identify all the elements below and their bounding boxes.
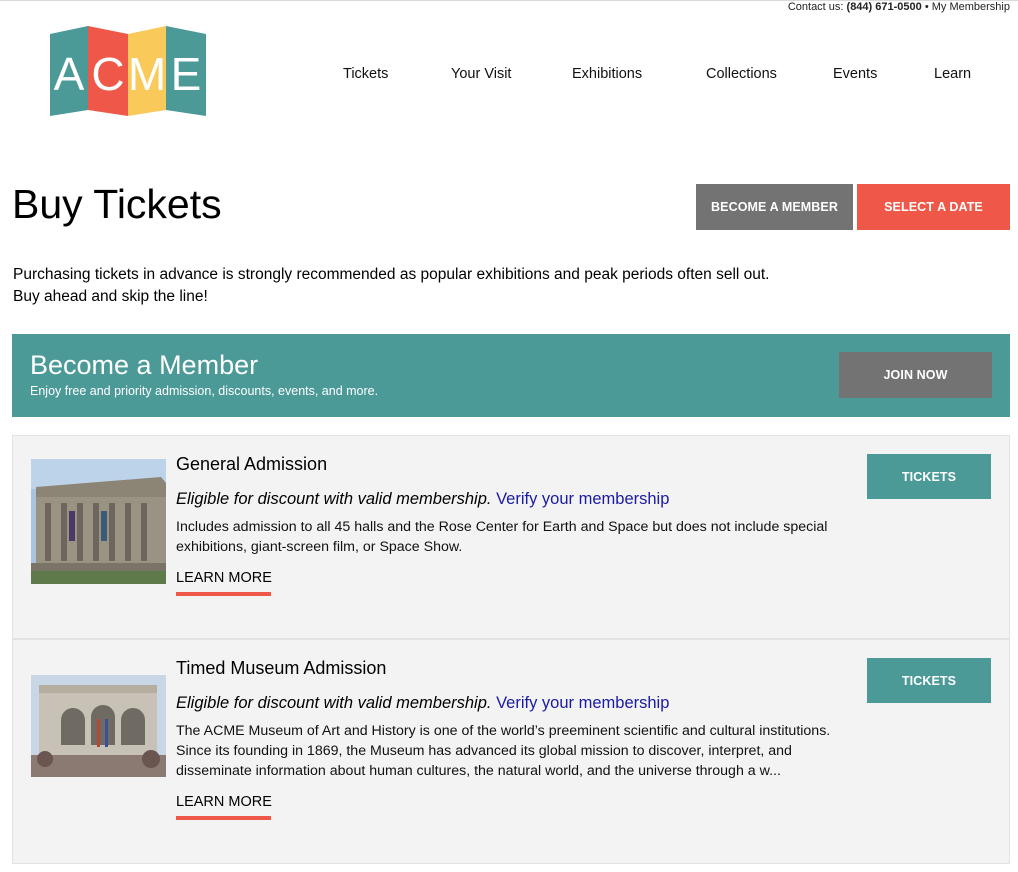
become-member-button[interactable]: BECOME A MEMBER — [696, 184, 853, 230]
intro-text: Purchasing tickets in advance is strongly recommended as popular exhibitions and peak periods often sell out. Buy ahead and skip the line! — [13, 266, 770, 305]
nav-events[interactable]: Events — [833, 66, 878, 82]
banner-subtitle: Enjoy free and priority admission, discounts, events, and more. — [30, 384, 379, 398]
verify-membership-link[interactable]: Verify your membership — [496, 694, 670, 712]
tickets-button[interactable]: TICKETS — [867, 658, 991, 703]
eligibility-text: Eligible for discount with valid membership. — [176, 490, 492, 508]
museum-building-image — [31, 459, 166, 584]
banner-title: Become a Member — [30, 350, 259, 380]
learn-more-link[interactable]: LEARN MORE — [176, 794, 272, 810]
nav-learn[interactable]: Learn — [934, 66, 972, 82]
contact-label: Contact us: — [787, 1, 844, 13]
page-title: Buy Tickets — [12, 181, 222, 227]
museum-facade-image — [31, 675, 166, 777]
learn-more-underline — [176, 592, 271, 596]
verify-membership-link[interactable]: Verify your membership — [496, 490, 670, 508]
ticket-title: General Admission — [176, 454, 328, 474]
membership-banner — [12, 334, 1010, 417]
contact-bar — [788, 1, 1010, 13]
eligibility-text: Eligible for discount with valid membership. — [176, 694, 492, 712]
join-now-button[interactable]: JOIN NOW — [839, 352, 992, 398]
nav-tickets[interactable]: Tickets — [343, 66, 389, 82]
ticket-description: The ACME Museum of Art and History is one of the world’s preeminent scientific and cultural institutions. Since its founding in 1869, the Museum has advanced its global mission to discover, interpret, and disseminate information about human cultures, the natural world, and the universe through a w... — [176, 723, 831, 779]
acme-logo[interactable] — [50, 26, 206, 116]
learn-more-link[interactable]: LEARN MORE — [176, 570, 272, 586]
ticket-card-general-admission — [12, 435, 1010, 639]
logo-letter-a: A — [53, 48, 85, 100]
learn-more-underline — [176, 816, 271, 820]
contact-phone[interactable]: (844) 671-0500 — [846, 1, 922, 13]
eligibility-note — [176, 490, 669, 509]
tickets-button[interactable]: TICKETS — [867, 454, 991, 499]
logo-letter-m: M — [127, 48, 167, 100]
ticket-title: Timed Museum Admission — [176, 658, 387, 678]
ticket-card-timed-admission — [12, 639, 1010, 864]
nav-your-visit[interactable]: Your Visit — [451, 66, 512, 82]
select-date-button[interactable]: SELECT A DATE — [857, 184, 1010, 230]
my-membership-link[interactable]: My Membership — [931, 1, 1010, 13]
contact-separator: • — [924, 1, 929, 13]
ticket-description: Includes admission to all 45 halls and the Rose Center for Earth and Space but does not include special exhibitions, giant-screen film, or Space Show. — [176, 519, 828, 555]
logo-letter-c: C — [91, 48, 125, 100]
eligibility-note — [176, 694, 669, 713]
nav-exhibitions[interactable]: Exhibitions — [572, 66, 643, 82]
logo-letter-e: E — [170, 48, 202, 100]
nav-collections[interactable]: Collections — [706, 66, 777, 82]
